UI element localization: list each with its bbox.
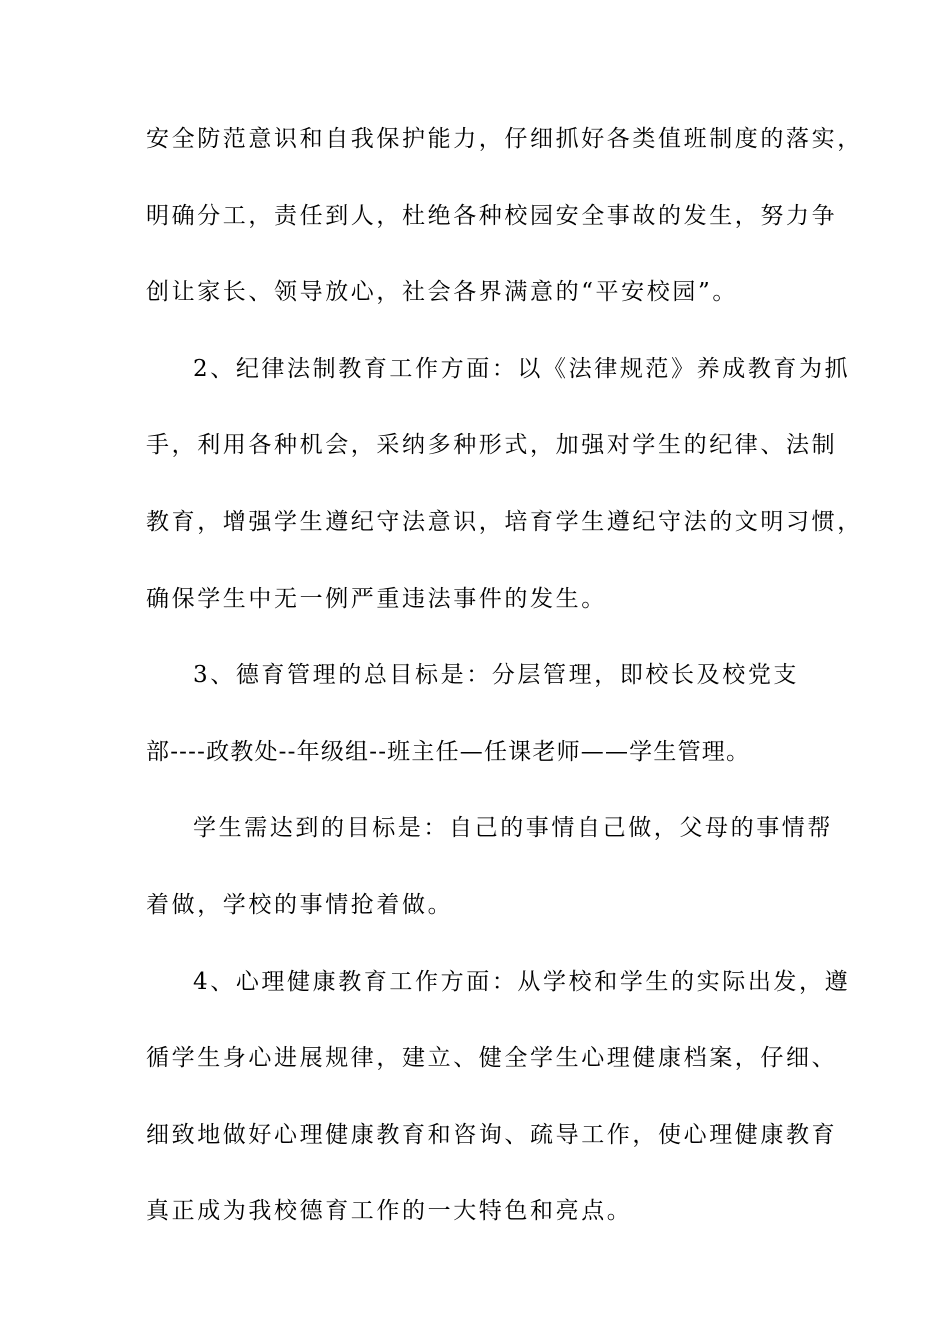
text-line: 真正成为我校德育工作的一大特色和亮点。	[146, 1198, 633, 1225]
paragraph-start-line: 3、德育管理的总目标是：分层管理，即校长及校党支	[193, 662, 800, 689]
text-line: 明确分工，责任到人，杜绝各种校园安全事故的发生，努力争	[146, 202, 838, 229]
paragraph-start-line: 4、心理健康教育工作方面：从学校和学生的实际出发，遵	[193, 968, 851, 995]
text-line: 创让家长、领导放心，社会各界满意的“平安校园”。	[146, 279, 738, 306]
document-body	[146, 122, 863, 1271]
text-line: 手，利用各种机会，采纳多种形式，加强对学生的纪律、法制	[146, 432, 838, 459]
text-line: 安全防范意识和自我保护能力，仔细抓好各类值班制度的落实，	[146, 126, 863, 152]
text-line: 教育，增强学生遵纪守法意识，培育学生遵纪守法的文明习惯，	[146, 508, 863, 535]
text-line: 着做，学校的事情抢着做。	[146, 891, 454, 918]
text-line: 部----政教处--年级组--班主任—任课老师——学生管理。	[146, 738, 751, 765]
paragraph-start-line: 学生需达到的目标是：自己的事情自己做，父母的事情帮	[193, 815, 833, 842]
text-line: 细致地做好心理健康教育和咨询、疏导工作，使心理健康教育	[146, 1121, 838, 1148]
text-line: 循学生身心进展规律，建立、健全学生心理健康档案，仔细、	[146, 1045, 838, 1072]
text-line: 确保学生中无一例严重违法事件的发生。	[146, 585, 607, 612]
paragraph-start-line: 2、纪律法制教育工作方面：以《法律规范》养成教育为抓	[193, 355, 851, 382]
